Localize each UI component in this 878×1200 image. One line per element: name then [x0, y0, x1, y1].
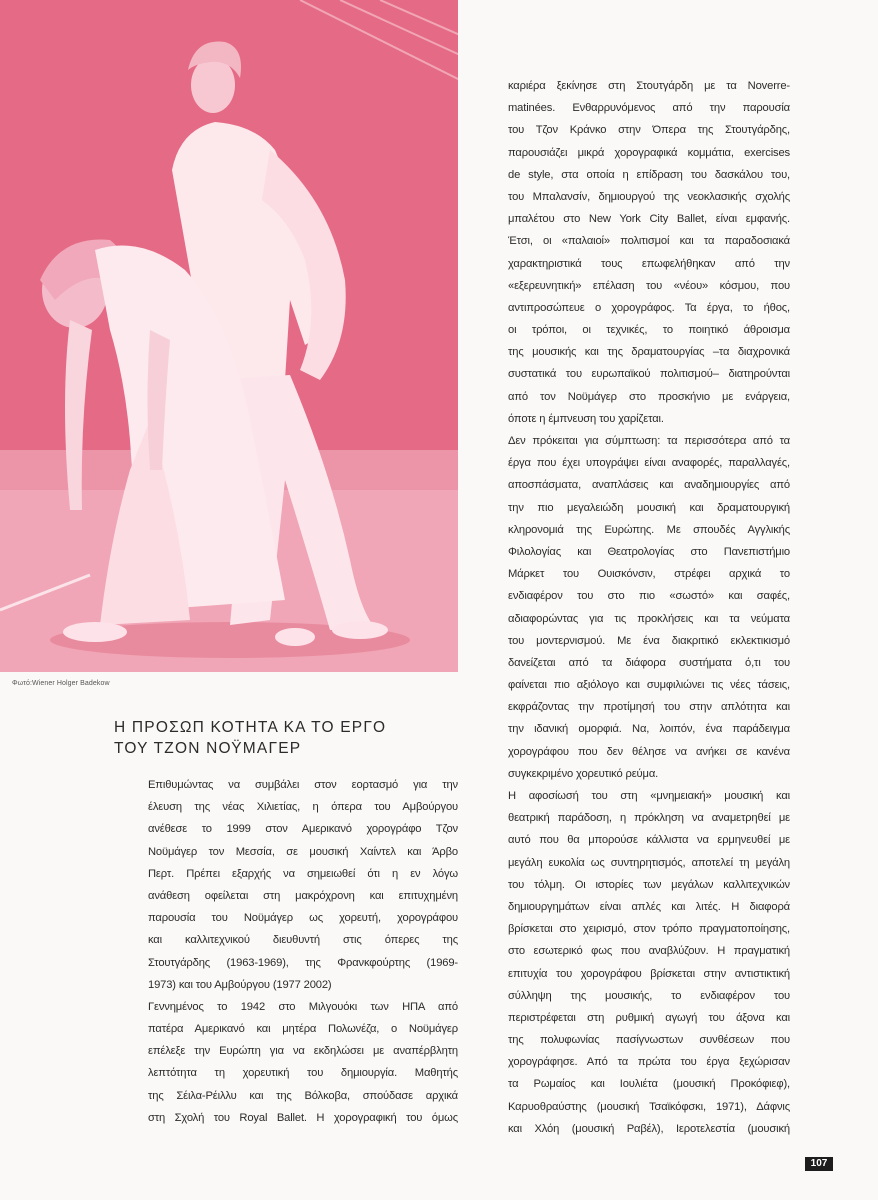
text-line: του Μπαλανσίν, δημιουργού της νεοκλασικής σχολής [508, 190, 790, 203]
text-line: εκφράζοντας την προτίμησή του στην απλότητα και [508, 701, 790, 714]
text-line: αντιπροσώπευε ο χορογράφος. Τα έργα, το ήθος, [508, 301, 790, 314]
text-line: αυτό που θα μπορούσε κάλλιστα να ερμηνευθεί με [508, 834, 790, 847]
text-line: σύλληψη της μουσικής, το ενδιαφέρον του [508, 989, 790, 1002]
text-line: από τον Νοϋμάγερ στο προσκήνιο με ενάργεια, [508, 390, 790, 403]
text-line: παρουσία του Νοϋμάγερ ως χορευτή, χορογράφου [148, 912, 458, 925]
text-line: τα Ρωμαίος και Ιουλιέτα (μουσική Προκόφιεφ), [508, 1078, 790, 1091]
text-line: φαίνεται πιο αξιόλογο και συμφιλιώνει τις νέες τάσεις, [508, 679, 790, 692]
text-line: οι τρόποι, οι τεχνικές, το ποιητικό άθροισμα [508, 324, 790, 337]
text-line: και Χλόη (μουσική Ραβέλ), Ιεροτελεστία (μουσική [508, 1122, 790, 1135]
text-line: χαρακτηριστικά τους επωφελήθηκαν από την [508, 257, 790, 270]
text-line: συστατικά του ευρωπαϊκού πολιτισμού– διατηρούνται [508, 368, 790, 381]
text-line: βρίσκεται στο χειρισμό, στον τρόπο πραγματοποίησης, [508, 923, 790, 936]
text-line: καριέρα ξεκίνησε στη Στουτγάρδη με τα Noverre- [508, 80, 790, 92]
text-line: του τόλμη. Οι ιστορίες των μεγάλων καλλιτεχνικών [508, 878, 790, 891]
text-line: επιτυχία του χορογράφου βρίσκεται στην αντιστικτική [508, 967, 790, 980]
right-column-text [508, 75, 790, 1140]
text-line: του Τζον Κράνκο στην Όπερα της Στουτγάρδης, [508, 124, 790, 137]
text-line: της Σέιλα-Ρέιλλυ και της Βόλκοβα, σπούδασε αρχικά [148, 1089, 458, 1102]
text-line: της μουσικής και της δραματουργίας –τα διαχρονικά [508, 346, 790, 359]
text-line: Στουτγάρδης (1963-1969), της Φρανκφούρτης (1969- [148, 956, 458, 969]
text-line: αδιαφορώντας για τις προκλήσεις και τα νεύματα [508, 612, 790, 625]
text-line: Καρυοθραύστης (μουσική Τσαϊκόφσκι, 1971), Δάφνις [508, 1100, 790, 1113]
text-line: παρουσιάζει μικρά χορογραφικά κομμάτια, exercises [508, 146, 790, 159]
text-line: δημιουργημάτων είναι απλές και λιτές. Η διαφορά [508, 900, 790, 913]
text-line: Η αφοσίωσή του στη «μνημειακή» μουσική και [508, 790, 790, 802]
text-line: ενδιαφέρον του στο πιο «σωστό» και σαφές, [508, 590, 790, 603]
text-line: Περτ. Πρέπει εξαρχής να σημειωθεί ότι η εν λόγω [148, 867, 458, 880]
text-line: Φιλολογίας και Θεατρολογίας στο Πανεπιστήμιο [508, 545, 790, 558]
text-line: λεπτότητα τη χορευτική του δημιουργία. Μαθητής [148, 1067, 458, 1080]
text-line: Νοϋμάγερ τον Μεσσία, σε μουσική Χαίντελ και Άρβο [148, 845, 458, 858]
text-line: de style, στα οποία η επίδραση του δασκάλου του, [508, 168, 790, 181]
text-line: αποσπάσματα, αναπλάσεις και αναδημιουργίες από [508, 479, 790, 492]
text-line: της πολυφωνίας πασίγνωστων συνθέσεων που [508, 1034, 790, 1047]
text-line: χορογράφου που δεν θέλησε να ανήκει σε κανένα [508, 745, 790, 758]
text-line: επέλεξε την Ευρώπη για να εκδηλώσει με αναπέρβλητη [148, 1045, 458, 1058]
text-line: Μάρκετ του Ουισκόνσιν, στρέφει αρχικά το [508, 568, 790, 581]
text-line: μεγάλη ευκολία ως συντηρητισμός, αποτελεί τη μεγάλη [508, 856, 790, 869]
photo-credit: Φωτό:Wiener Holger Badekow [12, 680, 110, 687]
text-line: στη Σχολή του Royal Ballet. Η χορογραφική του όμως [148, 1111, 458, 1124]
text-line: ανάθεση οφείλεται στη μακρόχρονη και επιτυχημένη [148, 889, 458, 902]
page-number: 107 [805, 1157, 833, 1171]
text-line: περιστρέφεται στη ρυθμική αγωγή του άξονα και [508, 1011, 790, 1024]
text-line: matinées. Ενθαρρυνόμενος από την παρουσία [508, 102, 790, 115]
text-line: χορογράφησε. Από τα πρώτα του έργα ξεχώρισαν [508, 1056, 790, 1069]
text-line: του μοντερνισμού. Με ένα διακριτικό εκλεκτικισμό [508, 634, 790, 647]
text-line: δανείζεται από τα διάφορα συστήματα ό,τι του [508, 656, 790, 669]
text-line: θεατρική παράδοση, η πρόκληση να αναμετρηθεί με [508, 812, 790, 825]
left-column-text [148, 774, 458, 1129]
text-line: όποτε η έμπνευση του χαρίζεται. [508, 412, 664, 425]
heading-line-2: ΤΟΥ ΤΖΟΝ ΝΟΫΜΑΓΕΡ [114, 740, 302, 757]
text-line: Έτσι, οι «παλαιοί» πολιτισμοί και τα παραδοσιακά [508, 235, 790, 248]
text-line: 1973) και του Αμβούργου (1977 2002) [148, 978, 332, 991]
text-line: έργα που έχει υπογράψει είναι αναφορές, παραλλαγές, [508, 457, 790, 470]
text-line: την ιδανική ομορφιά. Να, λοιπόν, ένα παράδειγμα [508, 723, 790, 736]
text-line: ανέθεσε το 1999 στον Αμερικανό χορογράφο Τζον [148, 823, 458, 836]
text-line: και καλλιτεχνικού διευθυντή στις όπερες της [148, 934, 458, 947]
article-heading [114, 717, 454, 759]
text-line: συγκεκριμένο χορευτικό ρεύμα. [508, 767, 659, 780]
text-line: «εξερευνητική» επέλαση του «νέου» κόσμου, που [508, 279, 790, 292]
text-line: την πιο μεγαλειώδη μουσική και δραματουργική [508, 501, 790, 514]
text-line: Δεν πρόκειται για σύμπτωση: τα περισσότερα από τα [508, 435, 790, 447]
text-line: κληρονομιά της Ευρώπης. Με σπουδές Αγγλικής [508, 523, 790, 536]
text-line: Γεννημένος το 1942 στο Μιλγουόκι των ΗΠΑ από [148, 1000, 458, 1013]
text-line: στο εσωτερικό φως που αναβλύζουν. Η πραγματική [508, 945, 790, 958]
heading-line-1: Η ΠΡΟΣΩΠ ΚΟΤΗΤΑ ΚΑ ΤΟ ΕΡΓΟ [114, 719, 387, 736]
dance-photo [0, 0, 458, 672]
text-line: πατέρα Αμερικανό και μητέρα Πολωνέζα, ο Νοϋμάγερ [148, 1023, 458, 1036]
text-line: μπαλέτου στο New York City Ballet, είναι εμφανής. [508, 213, 790, 226]
text-line: έλευση της νέας Χιλιετίας, η όπερα του Αμβούργου [148, 801, 458, 814]
text-line: Επιθυμώντας να συμβάλει στον εορτασμό για την [148, 779, 458, 791]
